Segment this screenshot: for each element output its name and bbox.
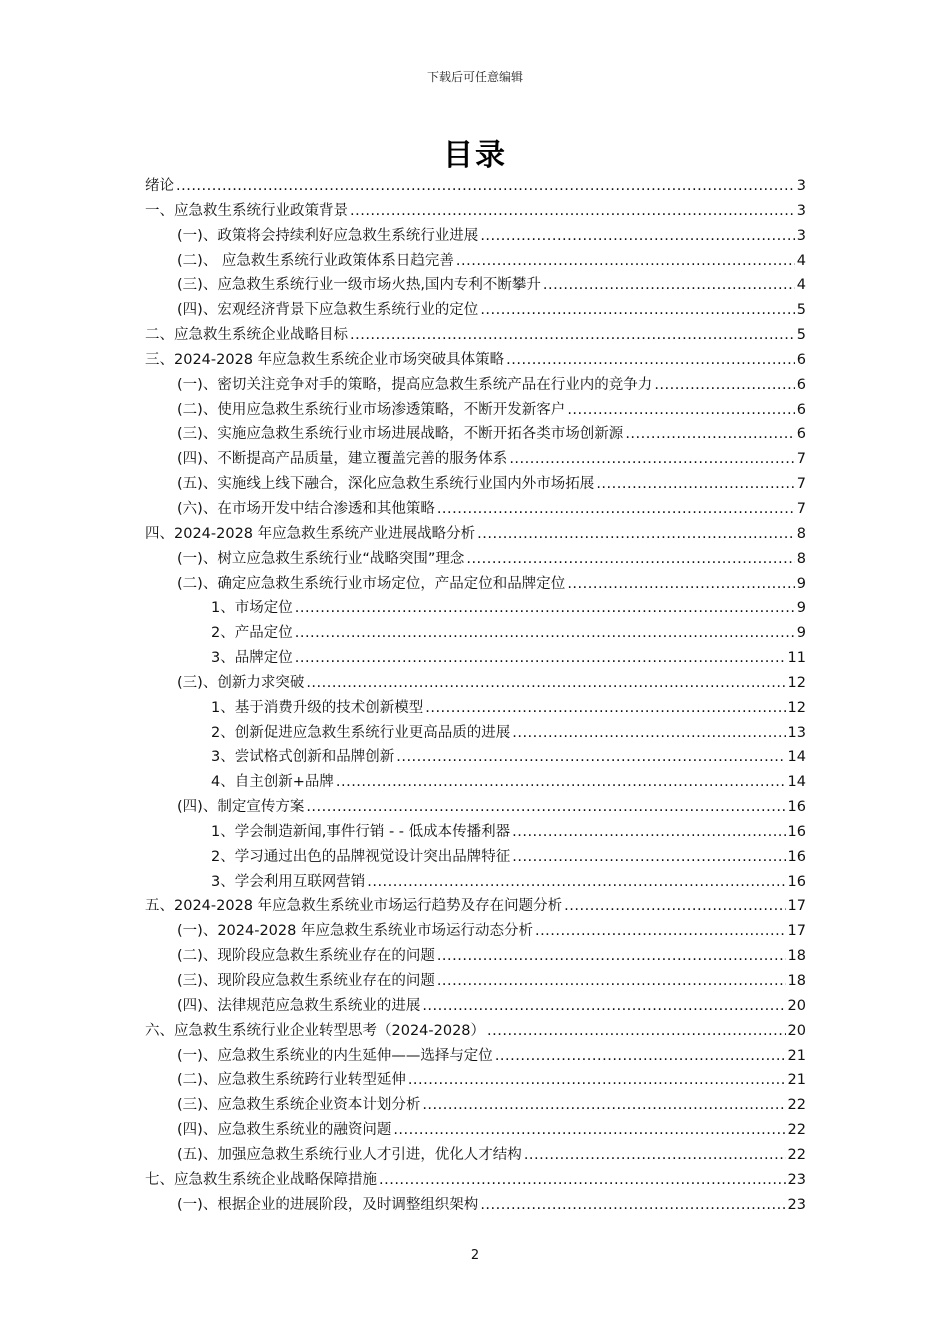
toc-entry-text: 六、应急救生系统行业企业转型思考（2024-2028） — [145, 1022, 486, 1039]
toc-dot-leader — [567, 572, 794, 597]
toc-entry-page: 9 — [796, 575, 806, 592]
toc-entry-text: (一)、密切关注竞争对手的策略，提高应急救生系统产品在行业内的竞争力 — [177, 376, 653, 393]
toc-entry-page: 6 — [796, 401, 806, 418]
toc-dot-leader — [396, 745, 785, 770]
toc-entry[interactable] — [145, 323, 806, 348]
toc-dot-leader — [564, 894, 785, 919]
toc-entry[interactable] — [145, 522, 806, 547]
toc-entry[interactable] — [145, 174, 806, 199]
toc-entry-page: 7 — [796, 476, 806, 493]
toc-entry-page: 23 — [787, 1171, 806, 1188]
toc-dot-leader — [480, 298, 794, 323]
toc-entry-text: (一)、政策将会持续利好应急救生系统行业进展 — [177, 227, 479, 244]
toc-entry-page: 3 — [796, 178, 806, 194]
toc-dot-leader — [336, 770, 786, 795]
toc-entry[interactable] — [145, 1093, 806, 1118]
toc-entry-page: 13 — [787, 724, 806, 741]
toc-entry[interactable] — [145, 273, 806, 298]
toc-entry-page: 20 — [787, 997, 806, 1014]
toc-dot-leader — [422, 994, 785, 1019]
toc-entry[interactable] — [145, 199, 806, 224]
toc-dot-leader — [456, 249, 795, 274]
toc-entry-text: 3、学会利用互联网营销 — [211, 873, 366, 890]
toc-entry-page: 14 — [787, 774, 806, 791]
toc-entry[interactable] — [145, 919, 806, 944]
toc-entry-page: 6 — [796, 376, 806, 393]
toc-dot-leader — [487, 1019, 786, 1044]
toc-dot-leader — [596, 472, 794, 497]
toc-entry-text: 五、2024-2028 年应急救生系统业市场运行趋势及存在问题分析 — [145, 898, 563, 915]
toc-dot-leader — [422, 1093, 785, 1118]
toc-entry-text: (四)、制定宣传方案 — [177, 799, 305, 816]
toc-entry[interactable] — [145, 696, 806, 721]
toc-entry[interactable] — [145, 472, 806, 497]
toc-entry-text: (三)、创新力求突破 — [177, 674, 305, 691]
toc-entry[interactable] — [145, 1143, 806, 1168]
toc-entry[interactable] — [145, 1044, 806, 1069]
toc-entry-page: 22 — [787, 1097, 806, 1114]
toc-dot-leader — [425, 696, 785, 721]
toc-entry-page: 12 — [787, 699, 806, 716]
toc-entry-page: 20 — [787, 1022, 806, 1039]
toc-entry-text: (四)、宏观经济背景下应急救生系统行业的定位 — [177, 302, 479, 319]
toc-entry-page: 12 — [787, 674, 806, 691]
toc-entry-text: (一)、根据企业的进展阶段，及时调整组织架构 — [177, 1196, 479, 1213]
toc-entry[interactable] — [145, 1019, 806, 1044]
toc-entry-text: (二)、应急救生系统跨行业转型延伸 — [177, 1072, 406, 1089]
toc-entry-text: (三)、应急救生系统企业资本计划分析 — [177, 1097, 421, 1114]
toc-dot-leader — [506, 348, 795, 373]
toc-entry[interactable] — [145, 1193, 806, 1218]
toc-dot-leader — [295, 646, 786, 671]
toc-entry-text: (二)、确定应急救生系统行业市场定位，产品定位和品牌定位 — [177, 575, 566, 592]
toc-entry[interactable] — [145, 671, 806, 696]
toc-dot-leader — [495, 1044, 786, 1069]
toc-entry[interactable] — [145, 721, 806, 746]
toc-dot-leader — [480, 1193, 785, 1218]
toc-entry[interactable] — [145, 497, 806, 522]
toc-entry-text: 1、市场定位 — [211, 600, 293, 617]
toc-entry[interactable] — [145, 1118, 806, 1143]
toc-entry-text: 4、自主创新+品牌 — [211, 774, 334, 791]
toc-list — [145, 174, 806, 1217]
toc-entry-page: 17 — [787, 923, 806, 940]
toc-entry-page: 9 — [796, 600, 806, 617]
toc-entry-page: 4 — [796, 277, 806, 294]
toc-entry[interactable] — [145, 745, 806, 770]
toc-entry[interactable] — [145, 969, 806, 994]
toc-entry-page: 22 — [787, 1122, 806, 1139]
toc-dot-leader — [524, 1143, 786, 1168]
toc-entry-page: 18 — [787, 973, 806, 989]
toc-dot-leader — [350, 199, 795, 224]
toc-entry[interactable] — [145, 422, 806, 447]
toc-dot-leader — [654, 373, 794, 398]
toc-entry[interactable] — [145, 1168, 806, 1193]
toc-entry-page: 21 — [787, 1047, 806, 1064]
toc-entry[interactable] — [145, 994, 806, 1019]
toc-entry[interactable] — [145, 224, 806, 249]
toc-entry[interactable] — [145, 646, 806, 671]
toc-entry-text: (四)、不断提高产品质量，建立覆盖完善的服务体系 — [177, 451, 508, 468]
toc-dot-leader — [543, 273, 795, 298]
toc-entry-page: 16 — [787, 873, 806, 890]
toc-entry[interactable] — [145, 845, 806, 870]
toc-entry[interactable] — [145, 894, 806, 919]
toc-entry-text: (二)、 应急救生系统行业政策体系日趋完善 — [177, 252, 454, 269]
toc-entry-text: 二、应急救生系统企业战略目标 — [145, 327, 348, 344]
page-number: 2 — [470, 1248, 480, 1263]
toc-entry[interactable] — [145, 770, 806, 795]
toc-entry-text: (一)、应急救生系统业的内生延伸——选择与定位 — [177, 1047, 493, 1064]
toc-entry[interactable] — [145, 298, 806, 323]
toc-dot-leader — [295, 596, 795, 621]
toc-dot-leader — [295, 621, 795, 646]
toc-entry-page: 5 — [796, 327, 806, 344]
toc-entry-text: 3、尝试格式创新和品牌创新 — [211, 749, 395, 766]
toc-entry-page: 6 — [796, 351, 806, 368]
toc-entry-text: (三)、应急救生系统行业一级市场火热,国内专利不断攀升 — [177, 277, 541, 294]
toc-entry[interactable] — [145, 547, 806, 572]
toc-entry-page: 5 — [796, 302, 806, 319]
toc-entry-text: 一、应急救生系统行业政策背景 — [145, 202, 348, 219]
toc-entry-text: 2、创新促进应急救生系统行业更高品质的进展 — [211, 724, 511, 741]
toc-entry-text: 2、学习通过出色的品牌视觉设计突出品牌特征 — [211, 848, 511, 865]
toc-entry-page: 3 — [796, 227, 806, 244]
toc-dot-leader — [176, 174, 795, 199]
toc-entry-text: (五)、实施线上线下融合，深化应急救生系统行业国内外市场拓展 — [177, 476, 595, 493]
toc-entry-page: 21 — [787, 1072, 806, 1089]
toc-title: 目录 — [443, 138, 507, 173]
toc-entry-page: 18 — [787, 948, 806, 965]
toc-dot-leader — [350, 323, 795, 348]
toc-entry[interactable] — [145, 621, 806, 646]
toc-dot-leader — [437, 944, 786, 969]
toc-entry-page: 23 — [787, 1196, 806, 1213]
toc-entry[interactable] — [145, 373, 806, 398]
toc-entry-page: 16 — [787, 799, 806, 816]
toc-dot-leader — [480, 224, 794, 249]
toc-dot-leader — [437, 497, 795, 522]
toc-entry-text: (六)、在市场开发中结合渗透和其他策略 — [177, 500, 435, 517]
toc-entry-page: 14 — [787, 749, 806, 766]
toc-entry-text: 3、品牌定位 — [211, 650, 293, 667]
toc-entry[interactable] — [145, 795, 806, 820]
toc-entry-page: 16 — [787, 823, 806, 840]
toc-dot-leader — [367, 870, 785, 895]
toc-entry-text: 2、产品定位 — [211, 625, 293, 642]
toc-entry-text: 三、2024-2028 年应急救生系统企业市场突破具体策略 — [145, 351, 505, 368]
toc-entry-page: 11 — [787, 650, 806, 667]
toc-entry-page: 8 — [796, 550, 806, 567]
toc-entry-text: (三)、现阶段应急救生系统业存在的问题 — [177, 973, 435, 989]
toc-dot-leader — [512, 845, 785, 870]
toc-entry[interactable] — [145, 944, 806, 969]
toc-entry-page: 17 — [787, 898, 806, 915]
toc-dot-leader — [379, 1168, 786, 1193]
toc-dot-leader — [625, 422, 794, 447]
toc-entry[interactable] — [145, 572, 806, 597]
toc-entry[interactable] — [145, 398, 806, 423]
toc-entry-page: 4 — [796, 252, 806, 269]
header-note: 下载后可任意编辑 — [426, 70, 523, 84]
toc-entry[interactable] — [145, 596, 806, 621]
toc-entry[interactable] — [145, 348, 806, 373]
toc-dot-leader — [535, 919, 786, 944]
toc-entry[interactable] — [145, 1068, 806, 1093]
toc-dot-leader — [306, 795, 785, 820]
toc-dot-leader — [408, 1068, 786, 1093]
toc-entry-text: 七、应急救生系统企业战略保障措施 — [145, 1171, 377, 1188]
toc-entry-page: 22 — [787, 1146, 806, 1163]
toc-dot-leader — [512, 721, 785, 746]
toc-entry-text: (五)、加强应急救生系统行业人才引进，优化人才结构 — [177, 1146, 522, 1163]
toc-entry-page: 7 — [796, 451, 806, 468]
toc-dot-leader — [437, 969, 786, 994]
toc-entry-text: 绪论 — [145, 178, 174, 194]
toc-entry-text: (一)、2024-2028 年应急救生系统业市场运行动态分析 — [177, 923, 533, 940]
toc-dot-leader — [466, 547, 794, 572]
toc-entry-text: (二)、现阶段应急救生系统业存在的问题 — [177, 948, 435, 965]
toc-dot-leader — [509, 447, 794, 472]
toc-entry-text: (一)、树立应急救生系统行业“战略突围”理念 — [177, 550, 465, 567]
toc-entry-page: 7 — [796, 500, 806, 517]
toc-dot-leader — [512, 820, 785, 845]
toc-entry-text: 四、2024-2028 年应急救生系统产业进展战略分析 — [145, 525, 476, 542]
toc-entry-page: 9 — [796, 625, 806, 642]
toc-entry-page: 8 — [796, 525, 806, 542]
toc-dot-leader — [567, 398, 794, 423]
toc-entry-text: (二)、使用应急救生系统行业市场渗透策略，不断开发新客户 — [177, 401, 566, 418]
toc-entry-page: 16 — [787, 848, 806, 865]
toc-dot-leader — [393, 1118, 785, 1143]
toc-entry-text: (三)、实施应急救生系统行业市场进展战略，不断开拓各类市场创新源 — [177, 426, 624, 443]
toc-entry[interactable] — [145, 249, 806, 274]
toc-entry[interactable] — [145, 447, 806, 472]
toc-entry-text: 1、基于消费升级的技术创新模型 — [211, 699, 424, 716]
toc-dot-leader — [477, 522, 795, 547]
toc-entry-page: 6 — [796, 426, 806, 443]
toc-dot-leader — [306, 671, 785, 696]
toc-entry[interactable] — [145, 870, 806, 895]
toc-entry-text: (四)、法律规范应急救生系统业的进展 — [177, 997, 421, 1014]
toc-entry-text: 1、学会制造新闻,事件行销 - - 低成本传播利器 — [211, 823, 511, 840]
toc-entry[interactable] — [145, 820, 806, 845]
toc-entry-page: 3 — [796, 202, 806, 219]
toc-entry-text: (四)、应急救生系统业的融资问题 — [177, 1122, 392, 1139]
